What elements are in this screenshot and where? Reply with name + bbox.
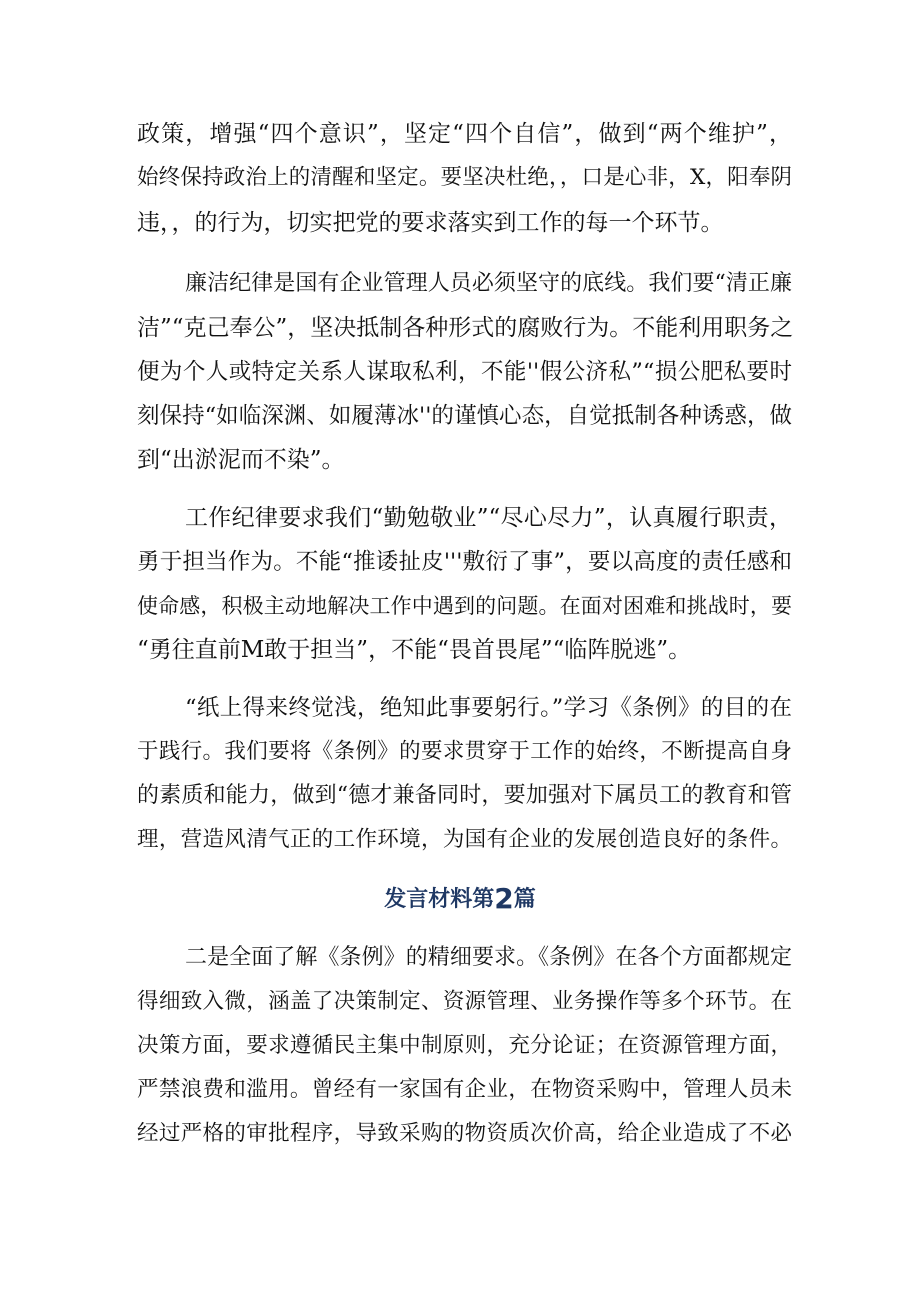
paragraph-1-line-1: 政策，增强“四个意识”，坚定“四个自信”，做到“两个维护”， (137, 121, 792, 147)
paragraph-2-line-5: 到“出淤泥而不染”。 (137, 447, 345, 473)
paragraph-5-line-5: 经过严格的审批程序，导致采购的物资质次价高，给企业造成了不必 (137, 1121, 792, 1146)
heading-suffix: 篇 (513, 887, 536, 912)
paragraph-4-line-1: “纸上得来终觉浅，绝知此事要躬行。”学习《条例》的目的在 (185, 695, 792, 721)
paragraph-4-line-3: 的素质和能力，做到“德才兼备同时，要加强对下属员工的教育和管 (137, 783, 792, 808)
paragraph-4-line-4: 理，营造风清气正的工作环境，为国有企业的发展创造良好的条件。 (137, 827, 792, 852)
section-heading (0, 877, 920, 921)
paragraph-1-line-2: 始终保持政治上的清醒和坚定。要坚决杜绝，，口是心非，X，阳奉阴 (137, 165, 792, 190)
paragraph-4-line-2: 于践行。我们要将《条例》的要求贯穿于工作的始终，不断提高自身 (137, 739, 792, 764)
paragraph-1-line-3: 违，，的行为，切实把党的要求落实到工作的每一个环节。 (137, 210, 724, 236)
paragraph-2-line-3: 便为个人或特定关系人谋取私利，不能''假公济私”“损公肥私要时 (137, 359, 792, 385)
paragraph-3-line-2: 勇于担当作为。不能“推诿扯皮'''敷衍了事”，要以高度的责任感和 (137, 549, 792, 575)
paragraph-2-line-1: 廉洁纪律是国有企业管理人员必须坚守的底线。我们要“清正廉 (185, 271, 792, 296)
paragraph-5-line-1: 二是全面了解《条例》的精细要求。《条例》在各个方面都规定 (185, 945, 792, 970)
paragraph-5-line-2: 得细致入微，涵盖了决策制定、资源管理、业务操作等多个环节。在 (137, 989, 792, 1014)
paragraph-3-line-4: “勇往直前M敢于担当”，不能“畏首畏尾”“临阵脱逃”。 (137, 637, 692, 663)
paragraph-3-line-3: 使命感，积极主动地解决工作中遇到的问题。在面对困难和挑战时，要 (137, 594, 792, 618)
heading-number: 2 (494, 882, 514, 915)
paragraph-2-line-4: 刻保持“如临深渊、如履薄冰''的谨慎心态，自觉抵制各种诱惑，做 (137, 403, 792, 429)
paragraph-5-line-4: 严禁浪费和滥用。曾经有一家国有企业，在物资采购中，管理人员未 (137, 1077, 792, 1102)
paragraph-5-line-3: 决策方面，要求遵循民主集中制原则，充分论证；在资源管理方面， (137, 1033, 792, 1058)
heading-prefix: 发言材料第 (384, 887, 495, 912)
paragraph-3-line-1: 工作纪律要求我们“勤勉敬业”“尽心尽力”，认真履行职责， (185, 505, 792, 531)
paragraph-2-line-2: 洁”“克己奉公”，坚决抵制各种形式的腐败行为。不能利用职务之 (137, 315, 794, 341)
